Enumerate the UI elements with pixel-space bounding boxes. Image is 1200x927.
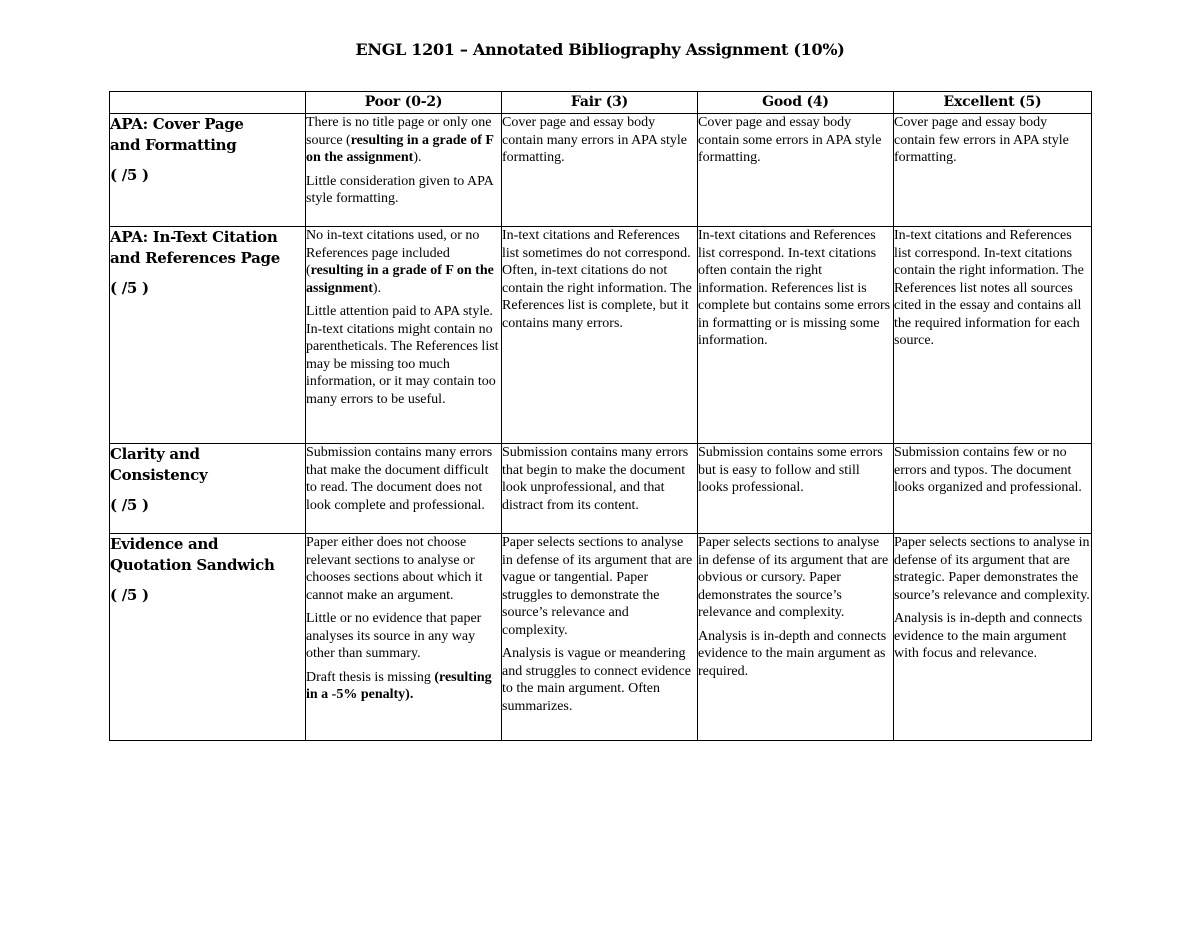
fair-cell [502, 534, 698, 741]
cell-paragraph: Little attention paid to APA style. In-text citations might contain no parentheticals. The References list may be missing too much information, or it may contain too many errors to be useful. [306, 304, 499, 407]
header-row [110, 92, 1092, 114]
cell-paragraph: Submission contains many errors that begin to make the document look unprofessional, and that distract from its content. [502, 445, 689, 513]
fair-cell [502, 444, 698, 534]
table-row [110, 534, 1092, 741]
excellent-cell [894, 534, 1092, 741]
cell-paragraph [306, 227, 501, 297]
cell-paragraph: Cover page and essay body contain many errors in APA style formatting. [502, 115, 687, 165]
good-cell [698, 534, 894, 741]
criterion-name-line: APA: In-Text Citation [110, 228, 278, 246]
header-fair: Fair (3) [502, 92, 698, 114]
cell-paragraph: In-text citations and References list correspond. In-text citations contain the right information. The References list notes all sources cited in the essay and contains all the required information for each source. [894, 228, 1084, 348]
poor-cell [306, 114, 502, 227]
good-cell [698, 114, 894, 227]
cell-paragraph: Submission contains some errors but is easy to follow and still looks professional. [698, 445, 883, 495]
criterion-cell [110, 534, 306, 741]
fair-cell [502, 114, 698, 227]
cell-paragraph: Paper selects sections to analyse in defense of its argument that are obvious or cursory. Paper demonstrates the source’s relevance and complexity. [698, 535, 889, 620]
excellent-cell [894, 444, 1092, 534]
poor-cell [306, 534, 502, 741]
poor-cell [306, 444, 502, 534]
table-row [110, 227, 1092, 444]
criterion-score: ( /5 ) [110, 279, 149, 297]
cell-paragraph [306, 114, 501, 167]
cell-text: Draft thesis is missing [306, 669, 435, 685]
penalty-text: (resulting in a -5% penalty). [306, 669, 492, 702]
criterion-cell [110, 114, 306, 227]
criterion-cell [110, 444, 306, 534]
cell-paragraph: Submission contains many errors that make the document difficult to read. The document does not look complete and professional. [306, 445, 493, 513]
criterion-name-line: APA: Cover Page [110, 115, 244, 133]
criterion-name-line: Quotation Sandwich [110, 556, 275, 574]
criterion-name-line: Clarity and [110, 445, 200, 463]
criterion-name-line: Evidence and [110, 535, 219, 553]
cell-paragraph: In-text citations and References list correspond. In-text citations often contain the right information. References list is complete but contains some errors in formatting or is missing some information. [698, 228, 891, 348]
cell-paragraph: Submission contains few or no errors and typos. The document looks organized and professional. [894, 445, 1082, 495]
criterion-score: ( /5 ) [110, 166, 149, 184]
cell-paragraph: Analysis is in-depth and connects evidence to the main argument with focus and relevance. [894, 611, 1083, 661]
cell-paragraph: Analysis is vague or meandering and struggles to connect evidence to the main argument. Often summarizes. [502, 646, 691, 714]
penalty-text: resulting in a grade of F on the assignment [306, 132, 494, 165]
penalty-text: resulting in a grade of F on the assignment [306, 263, 494, 296]
fair-cell [502, 227, 698, 444]
cell-paragraph: Cover page and essay body contain few errors in APA style formatting. [894, 115, 1069, 165]
excellent-cell [894, 114, 1092, 227]
excellent-cell [894, 227, 1092, 444]
criterion-name-line: and Formatting [110, 136, 237, 154]
cell-paragraph: Little or no evidence that paper analyses its source in any way other than summary. [306, 611, 482, 661]
poor-cell [306, 227, 502, 444]
criterion-cell [110, 227, 306, 444]
criterion-score: ( /5 ) [110, 586, 149, 604]
page-title: ENGL 1201 – Annotated Bibliography Assignment (10%) [355, 40, 845, 59]
table-row [110, 444, 1092, 534]
cell-paragraph [306, 669, 501, 704]
good-cell [698, 227, 894, 444]
cell-paragraph: In-text citations and References list sometimes do not correspond. Often, in-text citations do not contain the right information. The References list is complete, but it contains many errors. [502, 228, 692, 331]
cell-paragraph: Paper selects sections to analyse in defense of its argument that are strategic. Paper demonstrates the source’s relevance and complexity. [894, 535, 1090, 603]
cell-paragraph: Paper selects sections to analyse in defense of its argument that are vague or tangential. Paper struggles to demonstrate the source’s relevance and complexity. [502, 535, 693, 638]
good-cell [698, 444, 894, 534]
criterion-score: ( /5 ) [110, 496, 149, 514]
header-good: Good (4) [698, 92, 894, 114]
header-poor: Poor (0-2) [306, 92, 502, 114]
cell-paragraph: Little consideration given to APA style formatting. [306, 173, 493, 206]
criterion-name-line: Consistency [110, 466, 208, 484]
cell-text: ). [372, 280, 382, 296]
header-criterion [110, 92, 306, 114]
cell-text: No in-text citations used, or no References page included ( [306, 228, 480, 278]
rubric-table [109, 91, 1092, 741]
cell-paragraph: Paper either does not choose relevant sections to analyse or chooses sections about which it cannot make an argument. [306, 535, 483, 603]
cell-text: There is no title page or only one source ( [306, 115, 492, 148]
cell-paragraph: Analysis is in-depth and connects evidence to the main argument as required. [698, 628, 887, 679]
header-excellent: Excellent (5) [894, 92, 1092, 114]
cell-text: ). [413, 150, 422, 165]
table-row [110, 114, 1092, 227]
cell-paragraph: Cover page and essay body contain some errors in APA style formatting. [698, 115, 882, 165]
criterion-name-line: and References Page [110, 249, 280, 267]
